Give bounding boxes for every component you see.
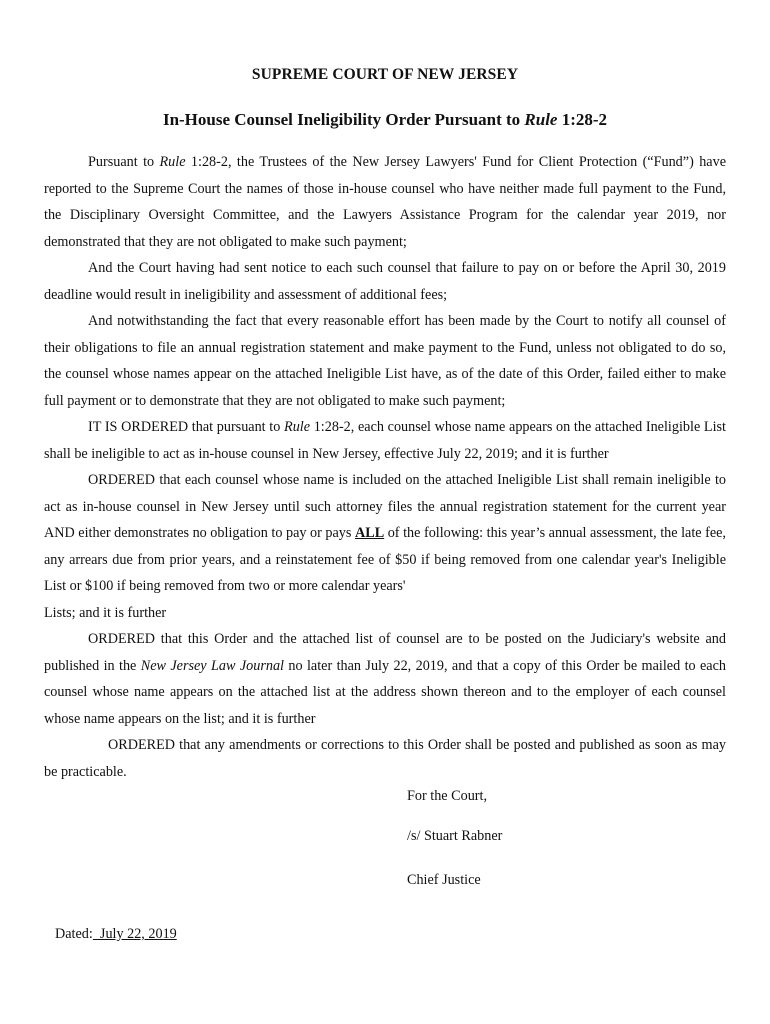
paragraph-posted [44, 626, 726, 732]
p6-text-a: ORDERED that this Order and the attached list of counsel are to be posted on the Judiciary's website and published in the [44, 631, 726, 674]
paragraph-it-is-ordered [44, 414, 726, 467]
dated-value: July 22, 2019 [92, 926, 177, 942]
p5-text-c: Lists; and it is further [44, 604, 167, 621]
p1-text-a: Pursuant to [88, 154, 160, 170]
p5-all: ALL [354, 525, 385, 541]
signature-closing: For the Court, [407, 788, 487, 804]
p5-text-a: ORDERED that each counsel whose name is included on the attached Ineligible List shall remain ineligible to act as in-house counsel in New Jersey until such attorney files the annual registration statement for the current year AND either demonstrates no obligation to pay or pays [44, 472, 726, 541]
p6-text-b: no later than July 22, 2019, and that a copy of this Order be mailed to each counsel whose name appears on the attached list at the address shown thereon and to the employer of each counsel whose name appears on the list; and it is further [44, 657, 726, 727]
p4-rule: Rule [284, 419, 311, 435]
order-title-rule: Rule [524, 110, 558, 129]
p5-text-b: of the following: this year’s annual assessment, the late fee, any arrears due from prior years, and a reinstatement fee of $50 if being removed from one calendar year's Ineligible List or $100 if being removed from two or more calendar years' [44, 525, 726, 594]
paragraph-remain-ineligible [44, 467, 726, 626]
p6-journal: New Jersey Law Journal [140, 657, 284, 674]
signature-title: Chief Justice [407, 872, 481, 888]
paragraph-amendments: ORDERED that any amendments or corrections to this Order shall be posted and published as soon as may be practicable. [44, 737, 726, 780]
p1-rule: Rule [159, 154, 186, 170]
p1-text-b: 1:28-2, the Trustees of the New Jersey Lawyers' Fund for Client Protection (“Fund”) have reported to the Supreme Court the names of those in-house counsel who have neither made full payment to the Fund, the Disciplinary Oversight Committee, and the Lawyers Assistance Program for the calendar year 2019, nor demonstrated that they are not obligated to make such payment; [44, 154, 726, 250]
signature-name: /s/ Stuart Rabner [407, 828, 503, 844]
order-body [44, 149, 726, 785]
order-title [0, 110, 770, 130]
paragraph-notice: And the Court having had sent notice to each such counsel that failure to pay on or before the April 30, 2019 deadline would result in ineligibility and assessment of additional fees; [44, 260, 726, 303]
order-title-prefix: In-House Counsel Ineligibility Order Pursuant to [162, 110, 525, 129]
order-title-suffix: 1:28-2 [557, 110, 608, 129]
court-name: SUPREME COURT OF NEW JERSEY [251, 66, 519, 83]
paragraph-notwithstanding: And notwithstanding the fact that every reasonable effort has been made by the Court to notify all counsel of their obligations to file an annual registration statement and make payment to the Fund, unless not obligated to do so, the counsel whose names appear on the attached Ineligible List have, as of the date of this Order, failed either to make full payment or to demonstrate that they are not obligated to make such payment; [44, 313, 726, 409]
p4-text-b: 1:28-2, each counsel whose name appears on the attached Ineligible List shall be ineligible to act as in-house counsel in New Jersey, effective July 22, 2019; and it is further [44, 419, 726, 462]
dated-label: Dated: [55, 926, 93, 942]
dated-line [55, 926, 177, 943]
p4-text-a: IT IS ORDERED that pursuant to [88, 419, 285, 435]
paragraph-pursuant [44, 149, 726, 255]
